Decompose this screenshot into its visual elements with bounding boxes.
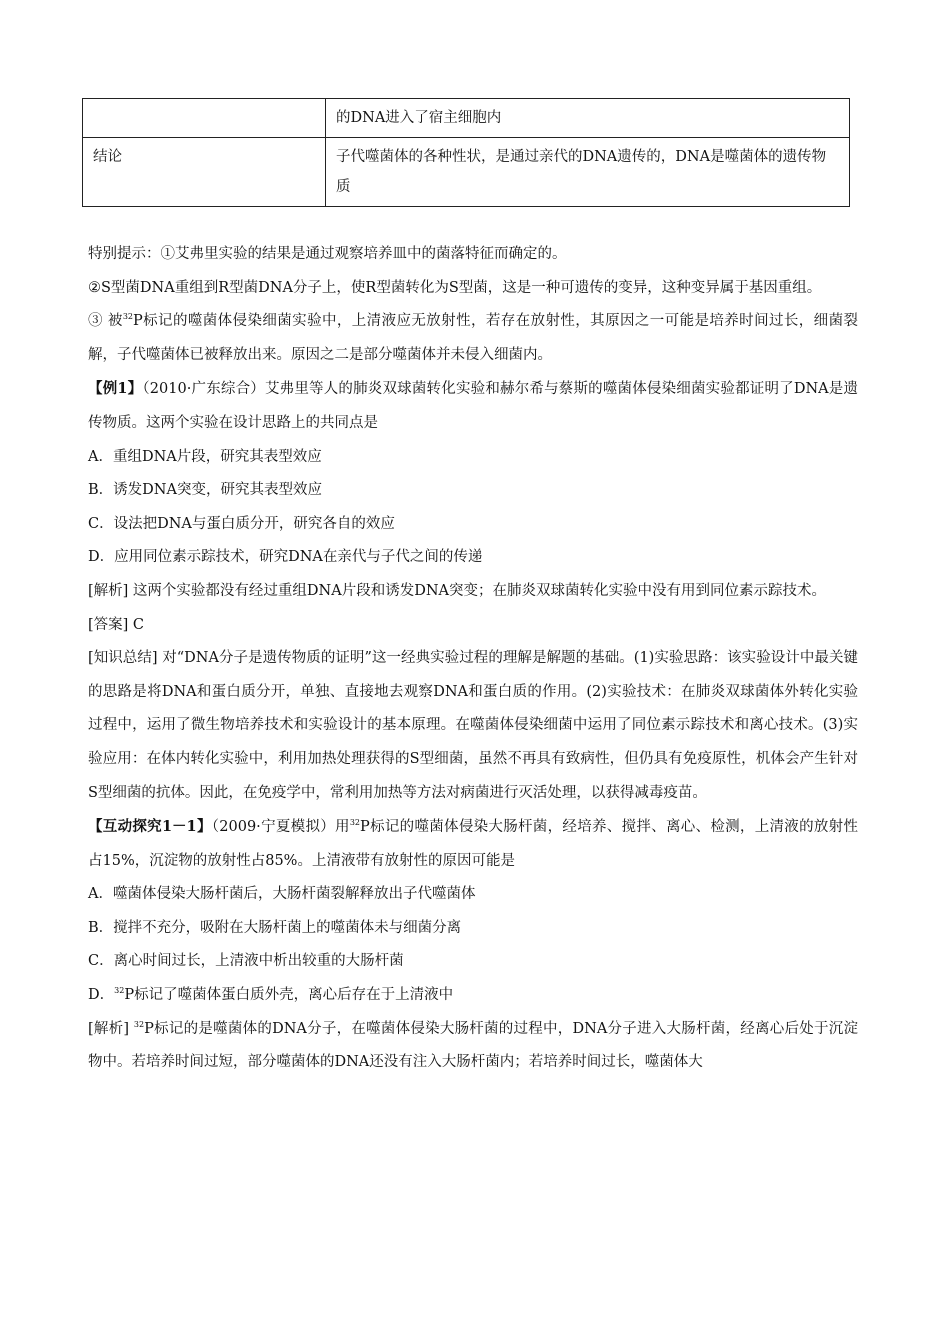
analysis-paragraph: [解析] 这两个实验都没有经过重组DNA片段和诱发DNA突变；在肺炎双球菌转化实验中没有用到同位素示踪技术。 bbox=[88, 582, 826, 599]
superscript: 32 bbox=[114, 986, 125, 996]
text-span: P标记的噬菌体侵染大肠杆菌，经培养、搅拌、离心、检测，上清液的放射性占15%，沉淀物的放射性占85%。上清液带有放射性的原因可能是 bbox=[88, 819, 858, 869]
option-c: C．离心时间过长，上清液中析出较重的大肠杆菌 bbox=[88, 953, 404, 970]
text-span: （2010·广东综合）艾弗里等人的肺炎双球菌转化实验和赫尔希与蔡斯的噬菌体侵染细菌实验都证明了DNA是遗传物质。这两个实验在设计思路上的共同点是 bbox=[88, 381, 858, 431]
example-stem bbox=[88, 372, 858, 440]
text-span: [解析] bbox=[88, 1020, 134, 1037]
table-cell-label: 结论 bbox=[83, 138, 326, 207]
tip-paragraph: 特别提示：①艾弗里实验的结果是通过观察培养皿中的菌落特征而确定的。 bbox=[88, 246, 567, 262]
table-cell-content: 的DNA进入了宿主细胞内 bbox=[326, 99, 850, 138]
answer-paragraph: [答案] C bbox=[88, 616, 145, 633]
tip-paragraph bbox=[88, 305, 858, 372]
experiment-table bbox=[82, 98, 850, 207]
option-a: A．噬菌体侵染大肠杆菌后，大肠杆菌裂解释放出子代噬菌体 bbox=[88, 886, 476, 903]
tip-paragraph: ②S型菌DNA重组到R型菌DNA分子上，使R型菌转化为S型菌，这是一种可遗传的变异，这种变异属于基因重组。 bbox=[88, 279, 822, 296]
table-row bbox=[83, 99, 850, 138]
option-a: A．重组DNA片段，研究其表型效应 bbox=[88, 448, 322, 465]
analysis-paragraph bbox=[88, 1013, 858, 1080]
text-span: （2009·宁夏模拟）用 bbox=[211, 819, 350, 836]
table-row bbox=[83, 138, 850, 207]
explore-stem bbox=[88, 810, 858, 878]
document-body bbox=[88, 238, 858, 1080]
option-d bbox=[88, 979, 858, 1013]
summary-paragraph: [知识总结] 对“DNA分子是遗传物质的证明”这一经典实验过程的理解是解题的基础。(1)实验思路：该实验设计中最关键的思路是将DNA和蛋白质分开，单独、直接地去观察DNA和蛋白质的作用。(2)实验技术：在肺炎双球菌体外转化实验过程中，运用了微生物培养技术和实验设计的基本原理。在噬菌体侵染细菌中运用了同位素示踪技术和离心技术。(3)实验应用：在体内转化实验中，利用加热处理获得的S型细菌，虽然不再具有致病性，但仍具有免疫原性，机体会产生针对S型细菌的抗体。因此，在免疫学中，常利用加热等方法对病菌进行灭活处理，以获得减毒疫苗。 bbox=[88, 650, 858, 801]
example-tag: 【例1】 bbox=[88, 380, 143, 398]
superscript: 32 bbox=[122, 312, 133, 322]
table-cell-label bbox=[83, 99, 326, 138]
text-span: ③ 被 bbox=[88, 313, 123, 330]
option-b: B．诱发DNA突变，研究其表型效应 bbox=[88, 482, 322, 499]
option-b: B．搅拌不充分，吸附在大肠杆菌上的噬菌体未与细菌分离 bbox=[88, 919, 462, 936]
explore-tag: 【互动探究1－1】 bbox=[88, 818, 212, 836]
option-c: C．设法把DNA与蛋白质分开，研究各自的效应 bbox=[88, 515, 395, 532]
superscript: 32 bbox=[133, 1019, 145, 1029]
option-d: D．应用同位素示踪技术，研究DNA在亲代与子代之间的传递 bbox=[88, 549, 483, 566]
text-span: D． bbox=[88, 987, 115, 1004]
superscript: 32 bbox=[349, 818, 361, 828]
text-span: P标记的噬菌体侵染细菌实验中，上清液应无放射性，若存在放射性，其原因之一可能是培养时间过长，细菌裂解，子代噬菌体已被释放出来。原因之二是部分噬菌体并未侵入细菌内。 bbox=[88, 313, 858, 363]
text-span: P标记了噬菌体蛋白质外壳，离心后存在于上清液中 bbox=[124, 987, 454, 1004]
text-span: P标记的是噬菌体的DNA分子，在噬菌体侵染大肠杆菌的过程中，DNA分子进入大肠杆菌，经离心后处于沉淀物中。若培养时间过短，部分噬菌体的DNA还没有注入大肠杆菌内；若培养时间过长，噬菌体大 bbox=[88, 1020, 858, 1071]
table-cell-content: 子代噬菌体的各种性状，是通过亲代的DNA遗传的，DNA是噬菌体的遗传物质 bbox=[326, 138, 850, 207]
